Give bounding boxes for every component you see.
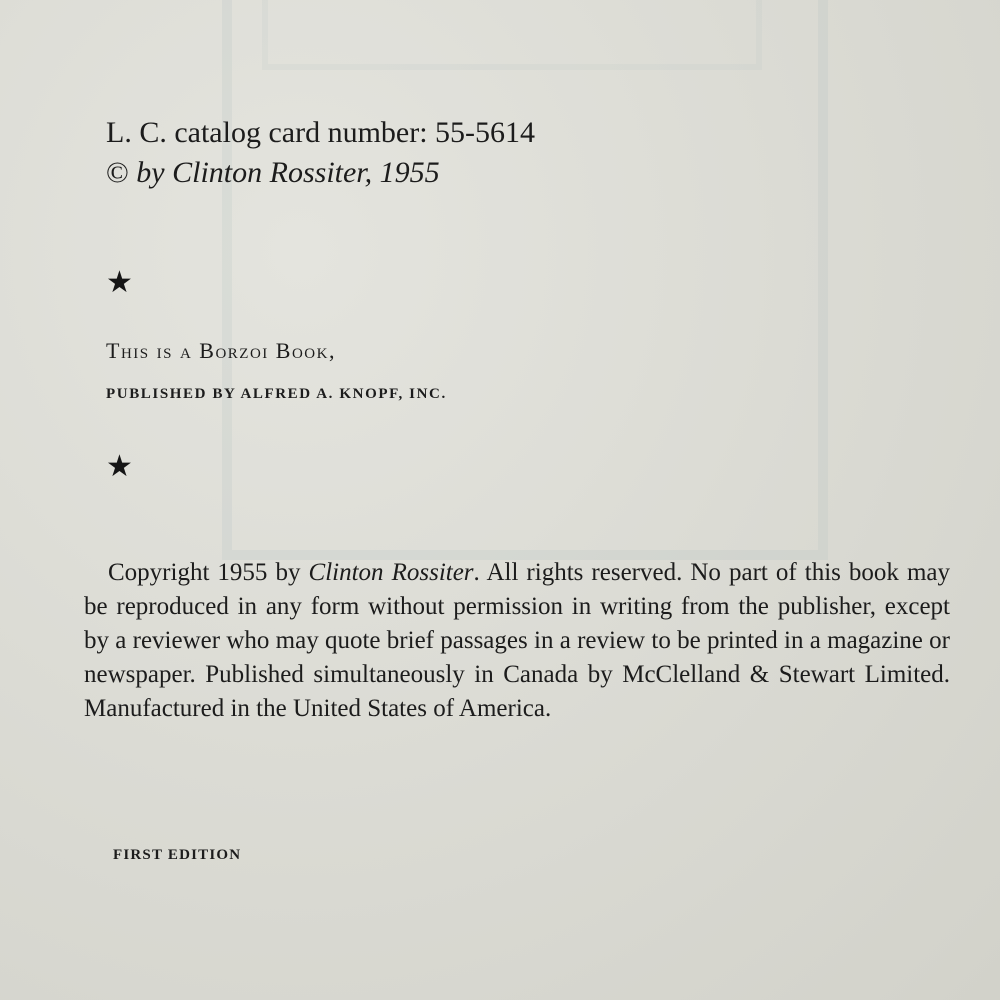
copyright-year: , 1955 (364, 156, 440, 189)
copyright-author: Clinton Rossiter (172, 156, 365, 189)
catalog-card-number: L. C. catalog card number: 55-5614 (106, 116, 536, 149)
rights-body: . All rights reserved. No part of this book may be reproduced in any form without permission in writing from the publisher, except by a reviewer who may quote brief passages in a review to be printed in a magazine or newspaper. Published simultaneously in Canada by McClelland & Stewart Limited. Manufactured in the United States of America. (84, 559, 950, 722)
copyright-notice (106, 156, 440, 190)
copyright-prefix: by (136, 156, 165, 189)
rights-lead: Copyright 1955 by (108, 559, 301, 586)
rights-author: Clinton Rossiter (308, 559, 474, 586)
copyright-symbol: © (106, 156, 129, 189)
facing-page-show-through-header (262, 0, 762, 70)
rights-paragraph (84, 556, 950, 726)
borzoi-book-line: This is a Borzoi Book, (106, 338, 336, 363)
facing-page-show-through-frame (222, 0, 828, 560)
publisher-line: PUBLISHED BY ALFRED A. KNOPF, INC. (106, 386, 447, 402)
edition-label: FIRST EDITION (113, 847, 242, 863)
star-ornament-icon: ★ (106, 450, 133, 483)
star-ornament-icon: ★ (106, 266, 133, 299)
